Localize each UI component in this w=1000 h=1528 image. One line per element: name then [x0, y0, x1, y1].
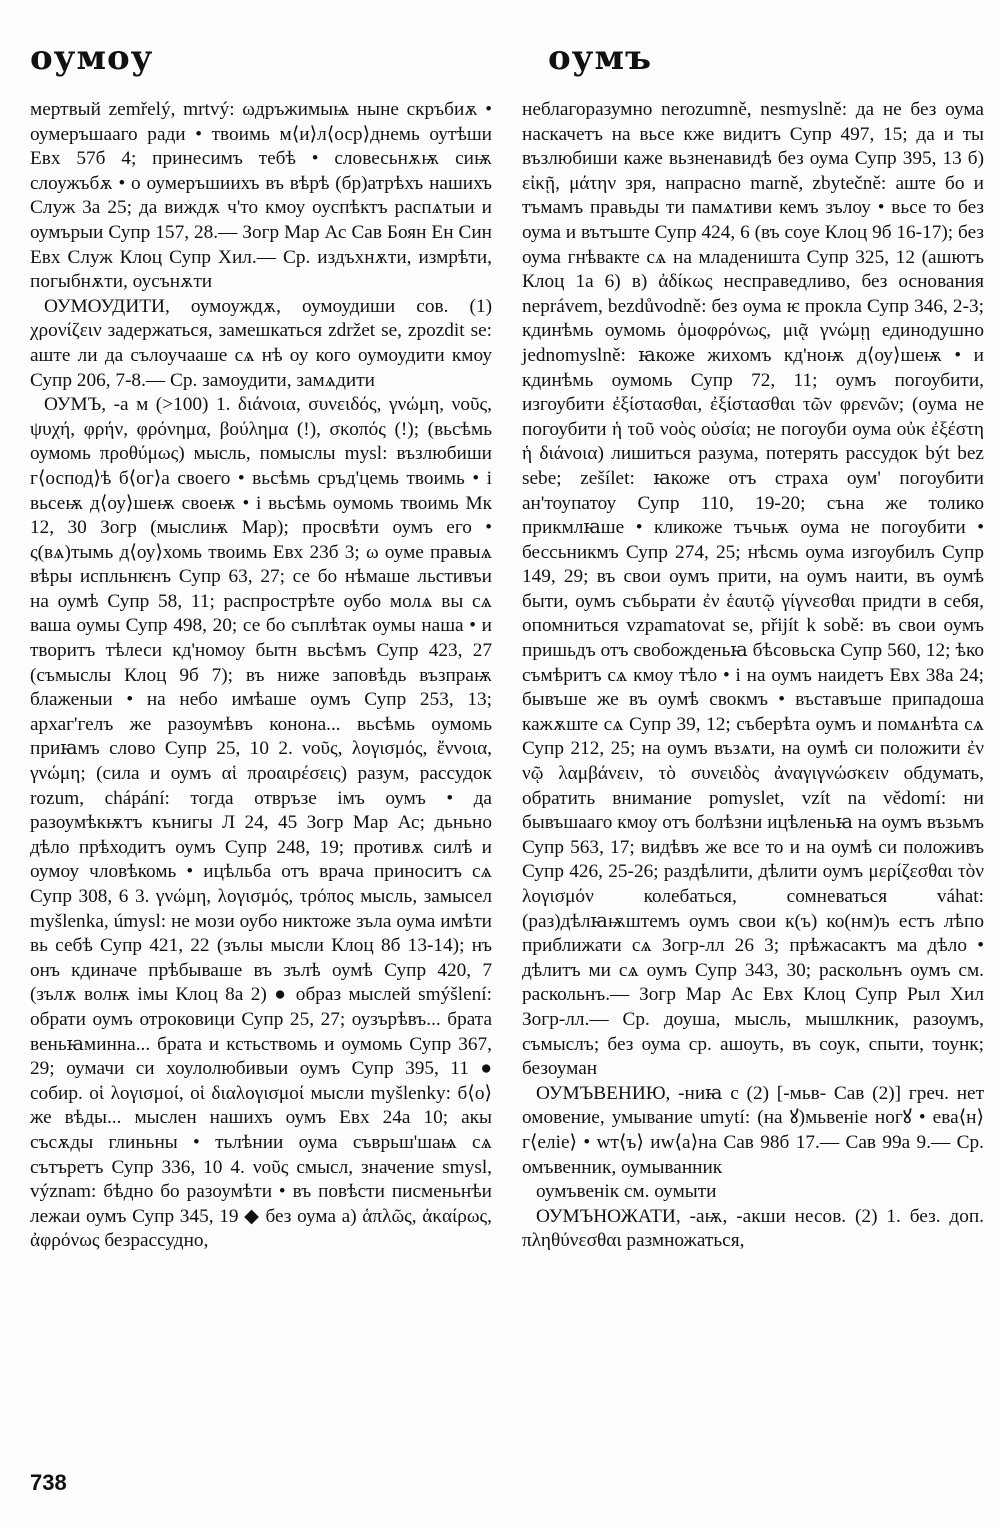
entry-paragraph: ОУМЪНОЖАТИ, -аѭ, -акши несов. (2) 1. без. доп. πληθύνεσθαι размножаться,: [522, 1205, 984, 1252]
entry-paragraph: мертвый zemřelý, mrtvý: ωдръжимыѩ ныне скръбиѫ • оумеръшааго ради • твоимь м⟨и⟩л⟨оср⟩днемь оутѣши Евх 57б 4; принесимъ тебѣ • словесьнѫѭ сиѭ слоужъбѫ • о оумеръшиихъ въ вѣрѣ (бр)атрѣхъ нашихъ Служ 3а 25; да виждѫ ч'то кмоу оуспѣктъ распѧтыи и оумърыи Супр 157, 28.— Зогр Мар Ас Сав Боян Ен Син Евх Служ Клоц Супр Хил.— Ср. издъхнѫти, измрѣти, погыбнѫти, оусънѫти: [30, 99, 492, 293]
entry-paragraph: ОУМЪ, -а м (>100) 1. διάνοια, συνειδός, γνώμη, νοῦς, ψυχή, φρήν, φρόνημα, βούλημα (!), σκοπός (!); (вьсѣмь оумомь προθύμως) мысль, помыслы mysl: възлюбиши г⟨оспод⟩ѣ б⟨ог⟩а своего • вьсѣмь сръд'цемь твоимь • і вьсеѭ д⟨оу⟩шеѭ своеѭ • і вьсѣмь оумомь твоимь Мк 12, 30 Зогр (мыслиѭ Мар); просвѣти оумъ его • ς(вѧ)тымь д⟨оу⟩хомь твоимь Евх 23б 3; ω оуме правыѧ вѣры испльнѥнъ Супр 63, 27; се бо нѣмаше льстивъи на оумѣ Супр 58, 11; распрострѣте оубо молѧ вы сѧ ваша оумы Супр 498, 20; се бо съплѣтак оумы наша • и творитъ тѣлеси кд'номоу бытн вьсѣмъ Супр 423, 27 (съмыслы Клоц 9б 7); въ ниже заповѣдь възпраѭ блаженыи • на небо имѣаше оумъ Супр 253, 13; архаг'гелъ же разоумѣвъ конона... вьсѣмь оумомь приꙗмъ слово Супр 25, 10 2. νοῦς, λογισμός, ἔννοια, γνώμη; (сила и оумъ αἱ προαιρέσεις) разум, рассудок rozum, chápání: тогда отвръзе імъ оумъ • да разоумѣкѭтъ кънигы Л 24, 45 Зогр Мар Ас; дьньно дѣло прѣходитъ оумъ Супр 248, 19; противѫ силѣ и оумоу чловѣкомь • ицѣльба отъ врача приноситъ сѧ Супр 308, 6 3. γνώμη, λογισμός, τρόπος мысль, замысел myšlenka, úmysl: не мози оубо никтоже зъла оума имѣти вь себѣ Супр 421, 22 (зълы мысли Клоц 8б 13-14); нъ онъ кдиначе прѣбываше въ зълѣ оумѣ Супр 420, 7 (зълѫ волѭ імы Клоц 8а 2) ● образ мыслей smýšlení: обрати оумъ отроковици Супр 25, 27; оузърѣвъ... брата веньꙗминна... брата и кстьствомь и оумомь Супр 367, 29; оумачи си хоулолюбивыи оумъ Супр 395, 11 ● собир. οἱ λογισμοί, οἱ διαλογισμοί мысли myšlenky: б⟨о⟩же вѣды... мыслен нашихъ оумъ Евх 24а 10; акы съсѫды глиньны • тьлѣнии оума съврьш'шаѩ сѧ сътъретъ Супр 336, 10 4. νοῦς смысл, значение smysl, význam: бѣдно бо разоумѣти • въ повѣсти писменьнѣи лежаи оумъ Супр 345, 19 ◆ без оума а) ἁπλῶς, ἀκαίρως, ἀφρόνως безрассудно,: [30, 394, 492, 1252]
entry-paragraph: ОУМОУДИТИ, оумоуждѫ, оумоудиши сов. (1) χρονίζειν задержаться, замешкаться zdržet se, zpozdit se: аште ли да сълоучааше сѧ нѣ оу кого оумоудити кмоу Супр 206, 7-8.— Ср. замоудити, замѧдити: [30, 295, 492, 391]
entry-paragraph: ОУМЪВЕНИЮ, -ниꙗ с (2) [-мьв- Сав (2)] греч. нет омовение, умывание umytí: (на ꙋ)мьвеніе ногꙋ • ева⟨н⟩г⟨еліе⟩ • wт⟨ъ⟩ иw⟨а⟩на Сав 98б 17.— Сав 99а 9.— Ср. омъвенник, оумыванник: [522, 1082, 984, 1178]
entry-paragraph: неблагоразумно nerozumně, nesmyslně: да не без оума наскачетъ на вьсе кже видитъ Супр 497, 15; да и ты възлюбиши каже вьзненавидѣ без оума Супр 395, 13 б) εἰκῇ, μάτην зря, напрасно marně, zbytečně: аште бо и тъмамъ правьды ти памѧтиви кемъ зълоу • вьсе то без оума и вътъште Супр 424, 6 (въ соуе Клоц 9б 16-17); без оума гнѣвакте сѧ на младеништа Супр 325, 12 (ашютъ Клоц 1а 6) в) ἀδίκως несправедливо, без основания neprávem, bezdůvodně: без оума ѥ прокла Супр 346, 2-3; кдинѣмь оумомь ὁμοφρόνως, μιᾷ γνώμῃ единодушно jednomyslně: ꙗкоже жихомъ кд'ноѭ д⟨оу⟩шеѭ • и кдинѣмь оумомь Супр 72, 11; оумъ погоубити, изгоубити ἐξίστασθαι, ἐξίστασθαι τῶν φρενῶν; (оума не погоубити ἡ τοῦ νοὸς οὐσία; не погоуби оума οὐκ ἐξέστη ἡ διάνοια) лишиться разума, потерять рассудок být bez sebe; zešílet: ꙗкоже отъ страха оум' погоубити ан'тоупатоу Супр 110, 19-20; съна же толико прикмлꙗше • кликоже тъчьѭ оума не погоубити • бессьникмъ Супр 274, 25; нѣсмь оума изгоубилъ Супр 149, 29; въ свои оумъ прити, на оумъ наити, въ оумѣ быти, оумъ събьрати ἐν ἑαυτῷ γίγνεσθαι придти в себя, опомниться vzpamatovat se, přijít k sobě: въ свои оумъ пришьдъ отъ свобожденьꙗ бѣсовьска Супр 560, 12; ѣко съмѣритъ сѧ кмоу тѣло • і на оумъ наидетъ Евх 38а 24; бывъше же въ оумѣ свокмъ • въставъше припадоша кажѫште сѧ Супр 39, 12; съберѣта оумъ и помѧнѣта сѧ Супр 212, 25; на оумъ възѧти, на оумѣ си положити ἐν νῷ λαμβάνειν, τὸ συνειδὸς ἀναγιγνώσκειν обдумать, обратить внимание pomyslet, vzít na vědomí: ни бывъшааго кмоу отъ болѣзни ицѣленьꙗ на оумъ възьмъ Супр 563, 17; видѣвъ же все то и на оумѣ си положивъ Супр 426, 25-26; раздѣлити, дѣлити оумъ μερίζεσθαι τὸν λογισμόν колебаться, сомневаться váhat: (раз)дѣлꙗѭштемъ оумъ свои к(ъ) ко(нм)ъ естъ лѣпо приближати сѧ Зогр-лл 26 3; прѣжасактъ ма дѣло • дѣлитъ ми сѧ оумъ Супр 343, 30; раскольнъ оумъ см. раскольнъ.— Зогр Мар Ас Евх Клоц Супр Рыл Хил Зогр-лл.— Ср. доуша, мысль, мышлкник, разоумъ, съмыслъ; без оума ср. ашоуть, въ соук, спыти, тоунк; безоуман: [522, 99, 984, 1080]
right-column: [522, 98, 984, 1254]
left-column: [30, 98, 492, 1254]
page-number: 738: [30, 1470, 67, 1495]
entry-paragraph: оумъвенік см. оумыти: [536, 1181, 717, 1203]
left-running-head: оумоу: [30, 38, 154, 78]
right-running-head: оумъ: [548, 38, 653, 78]
